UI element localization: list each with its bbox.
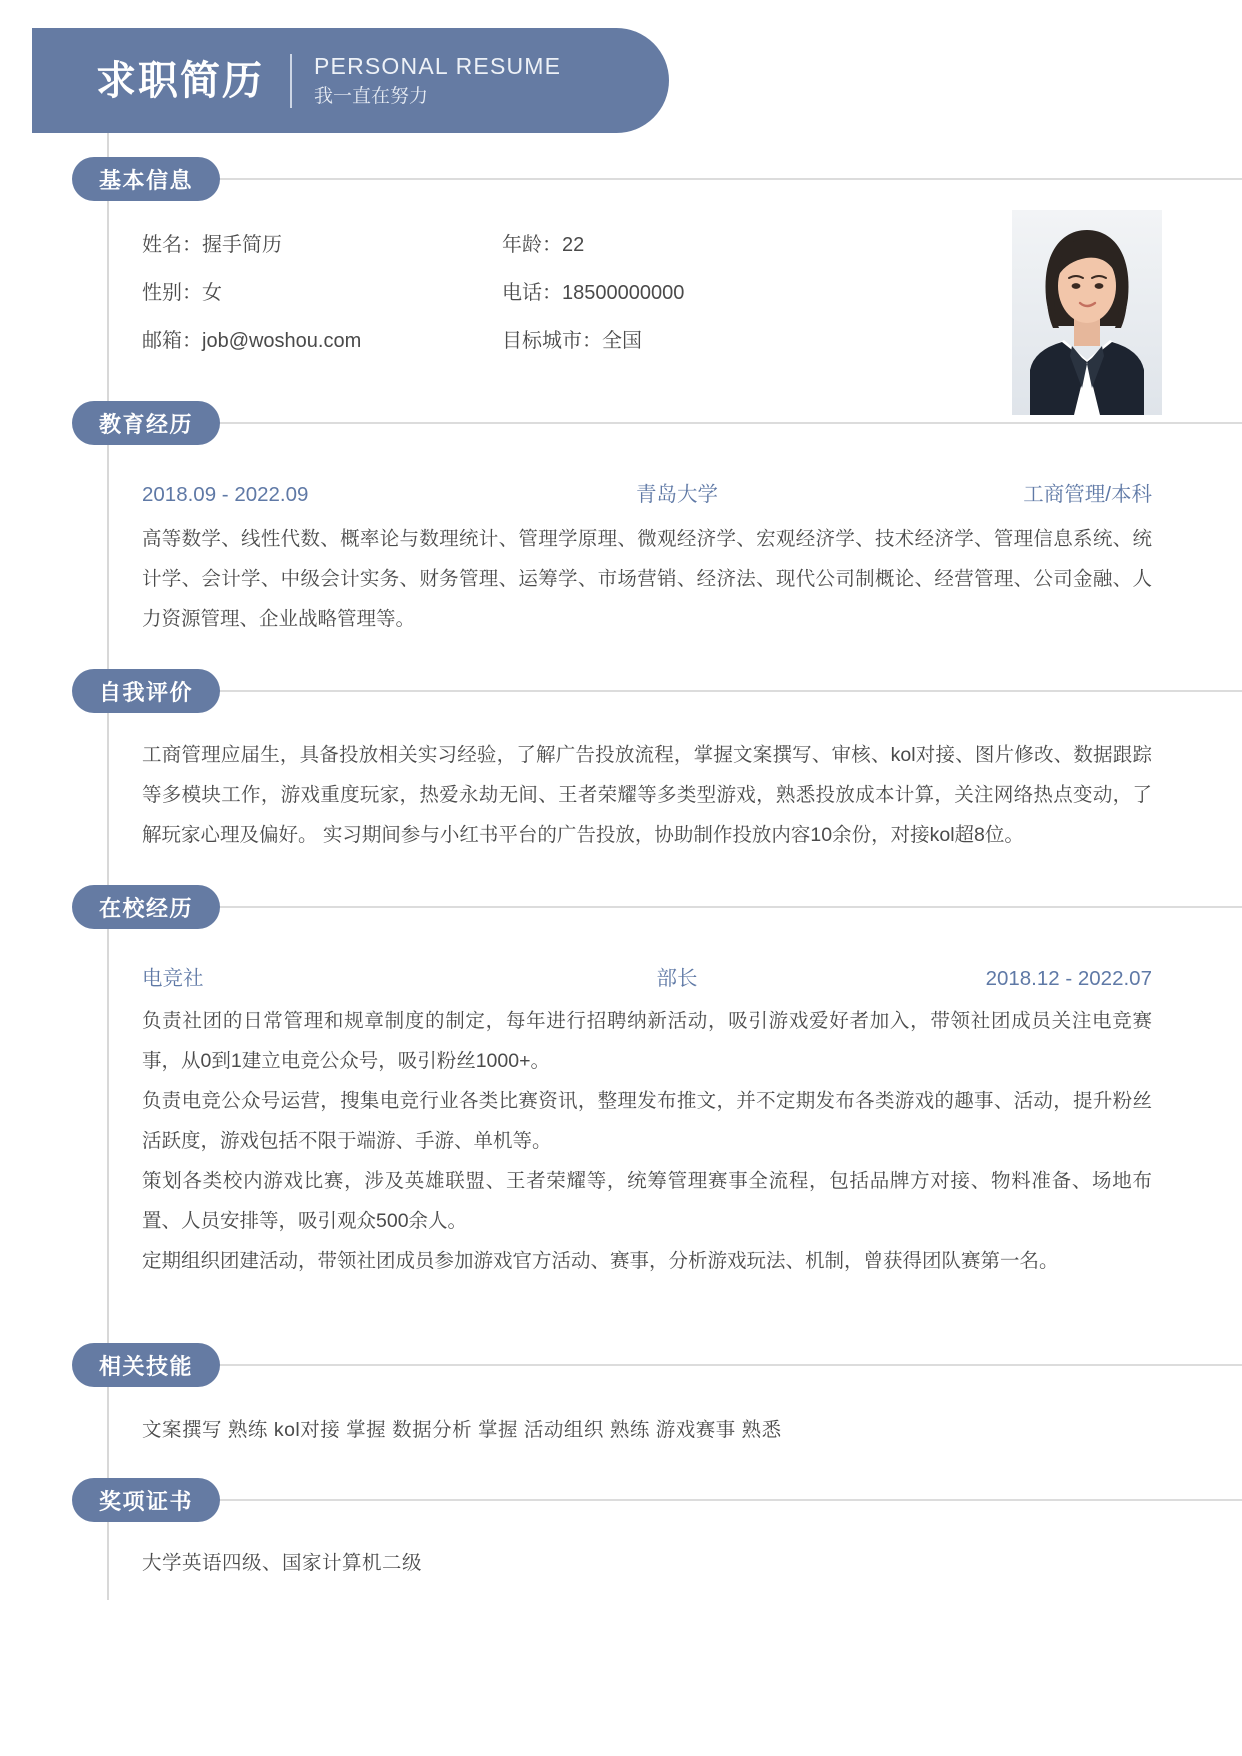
section-pill-basic-info: 基本信息: [72, 157, 220, 201]
education-school: 青岛大学: [636, 483, 718, 506]
section-pill-awards: 奖项证书: [72, 1478, 220, 1522]
campus-role: 部长: [656, 967, 698, 990]
section-pill-self-evaluation: 自我评价: [72, 669, 220, 713]
section-header-campus-experience: [72, 885, 1242, 929]
section-header-basic-info: [72, 157, 1242, 201]
header-subtitle-group: [314, 52, 561, 109]
skills-body: [142, 1415, 1152, 1446]
skills-text: 文案撰写 熟练 kol对接 掌握 数据分析 掌握 活动组织 熟练 游戏赛事 熟悉: [142, 1419, 782, 1441]
basic-info-grid: [142, 231, 862, 355]
campus-bullet: 负责社团的日常管理和规章制度的制定，每年进行招聘纳新活动，吸引游戏爱好者加入，带领社团成员关注电竞赛事，从0到1建立电竞公众号，吸引粉丝1000+。: [142, 1010, 1152, 1072]
campus-org: 电竞社: [142, 967, 204, 990]
section-pill-campus-experience: 在校经历: [72, 885, 220, 929]
campus-bullet: 策划各类校内游戏比赛，涉及英雄联盟、王者荣耀等，统筹管理赛事全流程，包括品牌方对接、物料准备、场地布置、人员安排等，吸引观众500余人。: [142, 1170, 1152, 1232]
section-rule: [216, 422, 1242, 424]
campus-date-range: 2018.12 - 2022.07: [985, 967, 1152, 990]
section-pill-skills: 相关技能: [72, 1343, 220, 1387]
education-date-range: 2018.09 - 2022.09: [142, 483, 309, 506]
info-phone: 电话：18500000000: [502, 282, 685, 304]
info-email: 邮箱：job@woshou.com: [142, 330, 362, 352]
info-target-city: 目标城市：全国: [502, 330, 642, 352]
self-evaluation-body: [142, 735, 1152, 855]
section-rule: [216, 1364, 1242, 1366]
resume-motto: 我一直在努力: [314, 85, 429, 107]
education-courses: 高等数学、线性代数、概率论与数理统计、管理学原理、微观经济学、宏观经济学、技术经济学、管理信息系统、统计学、会计学、中级会计实务、财务管理、运筹学、市场营销、经济法、现代公司制概论、经营管理、公司金融、人力资源管理、企业战略管理等。: [142, 528, 1152, 630]
resume-title-en: PERSONAL RESUME: [314, 52, 562, 79]
section-header-skills: [72, 1343, 1242, 1387]
info-gender: 性别：女: [142, 282, 222, 304]
section-rule: [216, 178, 1242, 180]
awards-body: [142, 1548, 1152, 1579]
campus-bullet: 定期组织团建活动，带领社团成员参加游戏官方活动、赛事，分析游戏玩法、机制，曾获得团队赛第一名。: [142, 1250, 1059, 1272]
header-banner: [32, 28, 669, 133]
section-pill-education: 教育经历: [72, 401, 220, 445]
campus-bullet: 负责电竞公众号运营，搜集电竞行业各类比赛资讯，整理发布推文，并不定期发布各类游戏的趣事、活动，提升粉丝活跃度，游戏包括不限于端游、手游、单机等。: [142, 1090, 1152, 1152]
resume-title-cn: 求职简历: [96, 58, 264, 103]
section-header-awards: [72, 1478, 1242, 1522]
resume-content: [0, 133, 1242, 1579]
campus-experience-body: [142, 1001, 1152, 1281]
campus-entry-header: [142, 961, 1152, 991]
section-rule: [216, 690, 1242, 692]
self-evaluation-text: 工商管理应届生，具备投放相关实习经验，了解广告投放流程，掌握文案撰写、审核、kol对接、图片修改、数据跟踪等多模块工作，游戏重度玩家，热爱永劫无间、王者荣耀等多类型游戏，熟悉投放成本计算，关注网络热点变动，了解玩家心理及偏好。 实习期间参与小红书平台的广告投放，协助制作投放内容10余份，对接kol超8位。: [142, 744, 1152, 846]
education-major-degree: 工商管理/本科: [1023, 483, 1152, 506]
section-rule: [216, 906, 1242, 908]
section-header-self-evaluation: [72, 669, 1242, 713]
section-rule: [216, 1499, 1242, 1501]
section-header-education: [72, 401, 1242, 445]
education-body: [142, 519, 1152, 639]
header-divider: [290, 54, 292, 108]
education-entry-header: [142, 477, 1152, 507]
info-name: 姓名：握手简历: [142, 234, 282, 256]
info-age: 年龄：22: [502, 234, 585, 256]
awards-text: 大学英语四级、国家计算机二级: [142, 1552, 423, 1575]
